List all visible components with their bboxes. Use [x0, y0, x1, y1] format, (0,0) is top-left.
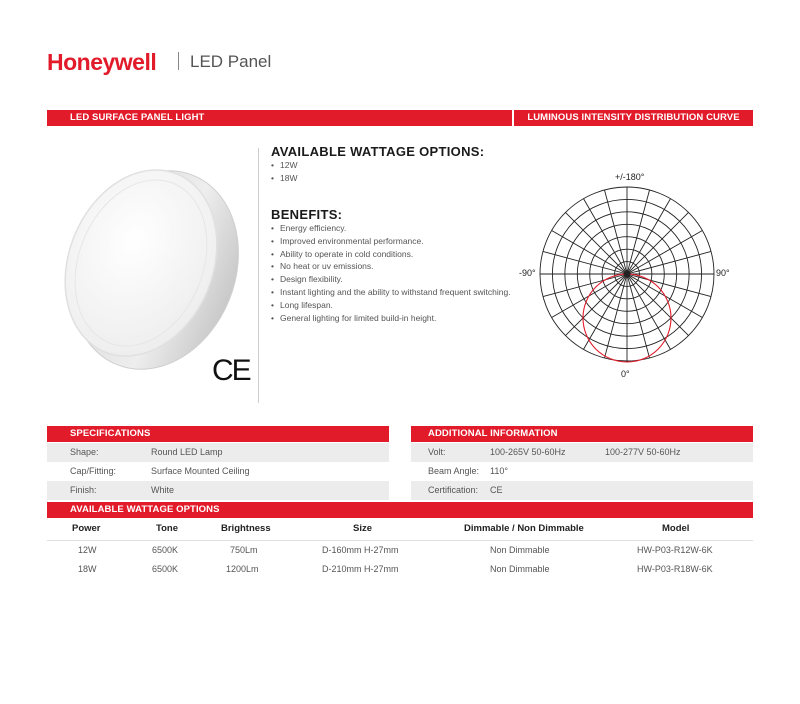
table-row	[47, 443, 389, 462]
polar-spoke	[543, 274, 627, 297]
polar-label-bottom: 0°	[621, 369, 630, 379]
benefits-title: BENEFITS:	[271, 207, 343, 222]
table-cell: 1200Lm	[226, 564, 259, 574]
options-table	[0, 520, 800, 580]
spec-bar-label: SPECIFICATIONS	[70, 428, 151, 439]
list-item: • 18W	[271, 172, 297, 185]
table-row	[47, 462, 389, 481]
polar-label-right: 90°	[716, 268, 730, 278]
polar-spoke	[627, 274, 711, 297]
table-cell: 12W	[78, 545, 97, 555]
options-bar	[47, 502, 753, 518]
section-bar-curve	[514, 110, 753, 126]
table-cell: Non Dimmable	[490, 564, 550, 574]
table-cell: 750Lm	[230, 545, 258, 555]
info-label: Certification:	[428, 485, 479, 495]
column-header: Brightness	[221, 523, 271, 534]
ce-mark: CE	[212, 354, 250, 387]
benefits-list	[271, 222, 511, 324]
table-row	[411, 443, 753, 462]
polar-spoke	[627, 251, 711, 274]
options-bar-label: AVAILABLE WATTAGE OPTIONS	[70, 504, 220, 515]
info-value: 110°	[490, 466, 508, 476]
table-cell: D-210mm H-27mm	[322, 564, 399, 574]
info-value: 100-265V 50-60Hz	[490, 447, 566, 457]
additional-table	[411, 443, 753, 500]
spec-value: Round LED Lamp	[151, 447, 223, 457]
polar-spoke	[565, 212, 627, 274]
spec-value: Surface Mounted Ceiling	[151, 466, 250, 476]
info-value-2: 100-277V 50-60Hz	[605, 447, 681, 457]
info-value: CE	[490, 485, 503, 495]
table-cell: 6500K	[152, 545, 179, 555]
table-cell: HW-P03-R18W-6K	[637, 564, 713, 574]
table-cell: 6500K	[152, 564, 179, 574]
brand-logo: Honeywell	[47, 49, 157, 75]
list-item: • General lighting for limited build-in height.	[271, 312, 511, 325]
section-bar-product	[47, 110, 512, 126]
table-cell: D-160mm H-27mm	[322, 545, 399, 555]
polar-spoke	[604, 274, 627, 358]
polar-spoke	[604, 190, 627, 274]
polar-spoke	[627, 190, 650, 274]
polar-label-left: -90°	[519, 268, 536, 278]
list-item: • Improved environmental performance.	[271, 235, 511, 248]
additional-bar	[411, 426, 753, 442]
list-item: • 12W	[271, 159, 297, 172]
list-item: • Instant lighting and the ability to withstand frequent switching.	[271, 286, 511, 299]
list-item: • Energy efficiency.	[271, 222, 511, 235]
column-header: Power	[72, 523, 101, 534]
table-cell: 18W	[78, 564, 97, 574]
led-panel-image	[55, 160, 245, 375]
polar-spoke	[565, 274, 627, 336]
additional-bar-label: ADDITIONAL INFORMATION	[428, 428, 558, 439]
table-cell: HW-P03-R12W-6K	[637, 545, 713, 555]
polar-spoke	[543, 251, 627, 274]
product-title: LED Panel	[190, 52, 272, 71]
section-bar-product-label: LED SURFACE PANEL LIGHT	[70, 112, 205, 123]
column-header: Size	[353, 523, 373, 534]
table-row	[411, 481, 753, 500]
table-row	[411, 462, 753, 481]
table-cell: Non Dimmable	[490, 545, 550, 555]
wattage-list	[271, 159, 297, 185]
polar-label-top: +/-180°	[615, 172, 645, 182]
column-header: Model	[662, 523, 690, 534]
info-label: Beam Angle:	[428, 466, 480, 476]
spec-label: Cap/Fitting:	[70, 466, 117, 476]
header-divider	[178, 52, 179, 70]
polar-spoke	[627, 274, 650, 358]
section-bar-curve-label: LUMINOUS INTENSITY DISTRIBUTION CURVE	[527, 112, 740, 123]
polar-spoke	[627, 212, 689, 274]
vertical-divider	[258, 148, 259, 403]
spec-bar	[47, 426, 389, 442]
header-underline	[47, 540, 753, 541]
polar-spoke	[627, 274, 689, 336]
list-item: • Ability to operate in cold conditions.	[271, 248, 511, 261]
column-header: Dimmable / Non Dimmable	[464, 523, 584, 534]
list-item: • No heat or uv emissions.	[271, 260, 511, 273]
list-item: • Long lifespan.	[271, 299, 511, 312]
table-row	[47, 481, 389, 500]
luminous-distribution-diagram	[538, 183, 718, 367]
spec-value: White	[151, 485, 175, 495]
list-item: • Design flexibility.	[271, 273, 511, 286]
spec-table	[47, 443, 389, 500]
spec-label: Finish:	[70, 485, 97, 495]
wattage-title: AVAILABLE WATTAGE OPTIONS:	[271, 144, 485, 159]
spec-label: Shape:	[70, 447, 99, 457]
info-label: Volt:	[428, 447, 446, 457]
column-header: Tone	[156, 523, 178, 534]
